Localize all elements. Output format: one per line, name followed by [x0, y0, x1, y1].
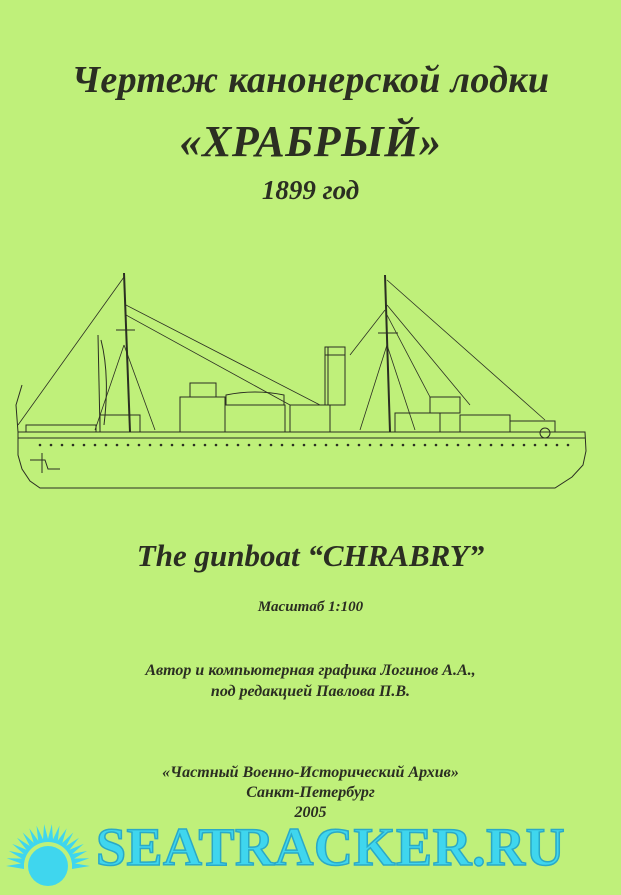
porthole [435, 444, 438, 447]
porthole [61, 444, 64, 447]
porthole [512, 444, 515, 447]
hull [18, 432, 586, 488]
porthole [391, 444, 394, 447]
porthole [204, 444, 207, 447]
scale-label: Масштаб 1:100 [257, 599, 364, 615]
porthole [468, 444, 471, 447]
porthole [534, 444, 537, 447]
porthole [336, 444, 339, 447]
sun-ray [7, 858, 25, 864]
porthole [479, 444, 482, 447]
porthole [325, 444, 328, 447]
porthole [72, 444, 75, 447]
porthole [171, 444, 174, 447]
porthole [545, 444, 548, 447]
porthole [413, 444, 416, 447]
porthole [490, 444, 493, 447]
porthole [94, 444, 97, 447]
title-line-1: Чертеж канонерской лодки [71, 59, 550, 101]
porthole [457, 444, 460, 447]
porthole [270, 444, 273, 447]
porthole [567, 444, 570, 447]
porthole [50, 444, 53, 447]
watermark [0, 808, 621, 895]
porthole [248, 444, 251, 447]
porthole [237, 444, 240, 447]
sun-ray [72, 863, 90, 869]
porthole [347, 444, 350, 447]
title-ship-name: «ХРАБРЫЙ» [179, 117, 442, 166]
ship-profile-drawing [0, 255, 621, 525]
sun-ray [6, 863, 24, 869]
watermark-text: SEATRACKER.RU [96, 817, 566, 877]
porthole [193, 444, 196, 447]
porthole [358, 444, 361, 447]
author-line-2: под редакцией Павлова П.В. [210, 683, 411, 700]
porthole [369, 444, 372, 447]
porthole [105, 444, 108, 447]
porthole [116, 444, 119, 447]
porthole [380, 444, 383, 447]
porthole [303, 444, 306, 447]
porthole [259, 444, 262, 447]
porthole [127, 444, 130, 447]
porthole [182, 444, 185, 447]
english-title: The gunboat “CHRABRY” [136, 538, 485, 573]
porthole [215, 444, 218, 447]
porthole [402, 444, 405, 447]
publisher-name: «Частный Военно-Исторический Архив» [162, 764, 459, 781]
porthole [424, 444, 427, 447]
porthole [39, 444, 42, 447]
porthole [292, 444, 295, 447]
porthole [556, 444, 559, 447]
porthole [160, 444, 163, 447]
porthole [314, 444, 317, 447]
sun-icon [2, 808, 94, 895]
porthole [138, 444, 141, 447]
publisher-year: 2005 [294, 804, 327, 821]
year: 1899 год [261, 175, 360, 205]
porthole [281, 444, 284, 447]
porthole [523, 444, 526, 447]
sun-ray [47, 824, 53, 842]
author-line-1: Автор и компьютерная графика Логинов А.А., [145, 662, 476, 679]
porthole [446, 444, 449, 447]
porthole [83, 444, 86, 447]
porthole [226, 444, 229, 447]
publisher-city: Санкт-Петербург [246, 784, 375, 801]
porthole [501, 444, 504, 447]
porthole [149, 444, 152, 447]
